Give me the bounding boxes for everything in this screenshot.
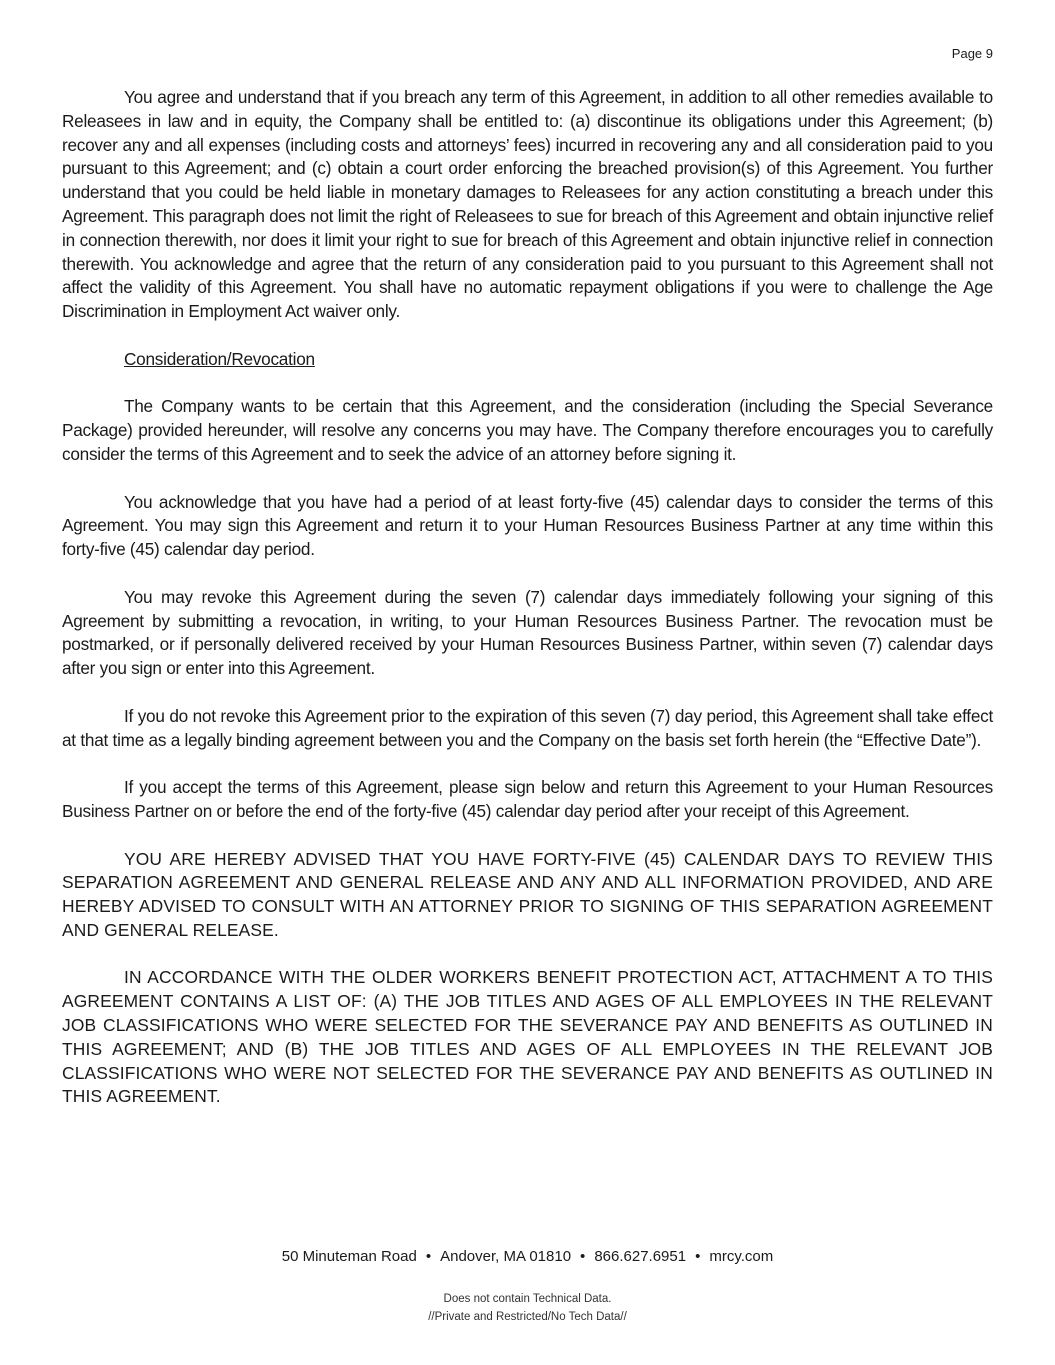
paragraph-acceptance: If you accept the terms of this Agreement, please sign below and return this Agreement to your Human Resources Business Partner on or before the end of the forty-five (45) calendar day period after your receipt of this Agreement. [62, 777, 993, 821]
footer-separator: • [695, 1248, 701, 1265]
paragraph-consideration: The Company wants to be certain that this Agreement, and the consideration (including the Special Severance Package) provided hereunder, will resolve any concerns you may have. The Company therefore encourages you to carefully consider the terms of this Agreement and to seek the advice of an attorney before signing it. [62, 396, 993, 464]
footer-notice [0, 1290, 1055, 1326]
footer-address [0, 1248, 1055, 1265]
footer-street: 50 Minuteman Road [281, 1248, 417, 1265]
footer-phone: 866.627.6951 [594, 1248, 687, 1265]
paragraph-review-period: You acknowledge that you have had a period of at least forty-five (45) calendar days to consider the terms of this Agreement. You may sign this Agreement and return it to your Human Resources Business Partner at any time within this forty-five (45) calendar day period. [62, 491, 993, 560]
paragraph-effective-date: If you do not revoke this Agreement prior to the expiration of this seven (7) day period, this Agreement shall take effect at that time as a legally binding agreement between you and the Company on the basis set forth herein (the “Effective Date”). [62, 705, 993, 750]
paragraph-advisory-notice: YOU ARE HEREBY ADVISED THAT YOU HAVE FORTY-FIVE (45) CALENDAR DAYS TO REVIEW THIS SEPARATION AGREEMENT AND GENERAL RELEASE AND ANY AND ALL INFORMATION PROVIDED, AND ARE HEREBY ADVISED TO CONSULT WITH AN ATTORNEY PRIOR TO SIGNING OF THIS SEPARATION AGREEMENT AND GENERAL RELEASE. [62, 848, 993, 940]
footer-city: Andover, MA 01810 [440, 1248, 572, 1265]
paragraph-breach-remedies: You agree and understand that if you breach any term of this Agreement, in addition to all other remedies available to Releasees in law and in equity, the Company shall be entitled to: (a) discontinue its obligations under this Agreement; (b) recover any and all expenses (including costs and attorneys’ fees) incurred in recovering any and all consideration paid to you pursuant to this Agreement; and (c) obtain a court order enforcing the breached provision(s) of this Agreement. You further understand that you could be held liable in monetary damages to Releasees for any action constituting a breach under this Agreement. This paragraph does not limit the right of Releasees to sue for breach of this Agreement and obtain injunctive relief in connection therewith, nor does it limit your right to sue for breach of this Agreement and obtain injunctive relief in connection therewith. You acknowledge and agree that the return of any consideration paid to you pursuant to this Agreement shall not affect the validity of this Agreement. You shall have no automatic repayment obligations if you were to challenge the Age Discrimination in Employment Act waiver only. [62, 87, 993, 322]
footer-website: mrcy.com [709, 1248, 774, 1265]
footer-separator: • [580, 1248, 586, 1265]
section-heading-text: Consideration/Revocation [124, 348, 315, 369]
footer-notice-line-2: //Private and Restricted/No Tech Data// [428, 1311, 627, 1323]
document-body [62, 86, 993, 1133]
paragraph-revocation: You may revoke this Agreement during the seven (7) calendar days immediately following your signing of this Agreement by submitting a revocation, in writing, to your Human Resources Business Partner. The revocation must be postmarked, or if personally delivered received by your Human Resources Business Partner, within seven (7) calendar days after you sign or enter into this Agreement. [62, 586, 993, 679]
page-number: Page 9 [951, 46, 993, 61]
section-heading [62, 348, 993, 372]
paragraph-owbpa-notice: IN ACCORDANCE WITH THE OLDER WORKERS BENEFIT PROTECTION ACT, ATTACHMENT A TO THIS AGREEMENT CONTAINS A LIST OF: (A) THE JOB TITLES AND AGES OF ALL EMPLOYEES IN THE RELEVANT JOB CLASSIFICATIONS WHO WERE SELECTED FOR THE SEVERANCE PAY AND BENEFITS AS OUTLINED IN THIS AGREEMENT; AND (B) THE JOB TITLES AND AGES OF ALL EMPLOYEES IN THE RELEVANT JOB CLASSIFICATIONS WHO WERE NOT SELECTED FOR THE SEVERANCE PAY AND BENEFITS AS OUTLINED IN THIS AGREEMENT. [62, 967, 993, 1107]
footer-notice-line-1: Does not contain Technical Data. [443, 1293, 612, 1305]
footer-separator: • [425, 1248, 432, 1265]
